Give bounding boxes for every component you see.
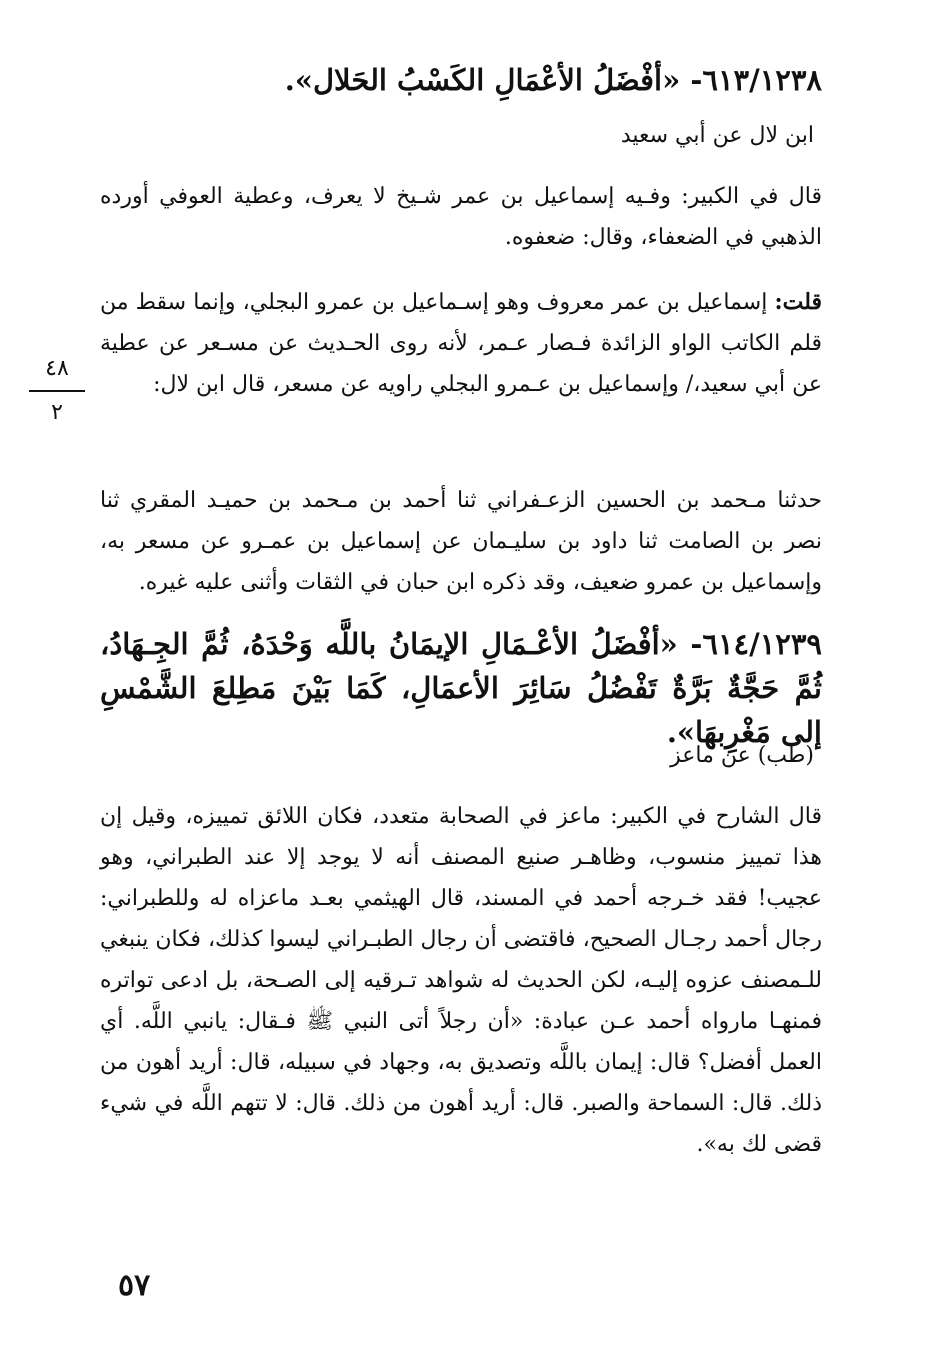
margin-ref-top: ٤٨ <box>45 356 69 381</box>
margin-ref-bottom: ٢ <box>51 400 63 425</box>
hadith-614-heading: ٦١٤/١٢٣٩- «أفْضَلُ الأعْـمَالِ الإيمَانُ باللَّه وَحْدَهُ، ثُمَّ الجِـهَادُ، ثُمَّ حَجَّةٌ بَرَّةٌ تَفْضُلُ سَائِرَ الأعمَالِ، كَمَا بَيْنَ مَطِلعَ الشَّمْسِ إلى مَغْرِبهَا». <box>100 627 822 749</box>
hadith-614-source: (طب) عن ماعز <box>670 743 814 768</box>
qult-text: إسماعيل بن عمر معروف وهو إسـماعيل بن عمرو البجلي، وإنما سقط من قلم الكاتب الواو الزائدة فـصار عـمر، لأنه روى الحـديث عن مسـعر عن عطية عن أبي سعيد،/ وإسماعيل بن عـمرو البجلي راويه عن مسعر، قال ابن لال: <box>100 290 822 397</box>
hadith-613-isnad: حدثنا مـحمد بن الحسين الزعـفراني ثنا أحمد بن مـحمد بن حميـد المقري ثنا نصر بن الصامت ثنا داود بن سليـمان عن إسماعيل بن عمـرو عن مسعر به، وإسماعيل بن عمرو ضعيف، وقد ذكره ابن حبان في الثقات وأثنى عليه غيره. <box>100 488 822 595</box>
hadith-613-source: ابن لال عن أبي سعيد <box>620 123 814 148</box>
margin-reference <box>26 352 88 430</box>
hadith-613-commentary-1: قال في الكبير: وفـيه إسماعيل بن عمر شـيخ لا يعرف، وعطية العوفي أورده الذهبي في الضعفاء، وقال: ضعفوه. <box>100 184 822 250</box>
hadith-613-heading: ٦١٣/١٢٣٨- «أفْضَلُ الأعْمَالِ الكَسْبُ الحَلال». <box>284 63 822 97</box>
page-number: ٥٧ <box>118 1268 151 1303</box>
qult-label: قلت: <box>774 289 822 315</box>
hadith-614-commentary: قال الشارح في الكبير: ماعز في الصحابة متعدد، فكان اللائق تمييزه، وقيل إن هذا تمييز منسوب، وظاهـر صنيع المصنف أنه لا يوجد إلا عند الطبراني، وهو عجيب! فقد خـرجه أحمد في المسند، قال الهيثمي بعـد ماعزاه له وللطبراني: رجال أحمد رجـال الصحيح، فاقتضى أن رجال الطبـراني ليسوا كذلك، فكان ينبغي للـمصنف عزوه إليـه، لكن الحديث له شواهد تـرقيه إلى الصـحة، بل ادعى تواتره فمنهـا مارواه أحمد عـن عبادة: «أن رجلاً أتى النبي ﷺ فـقال: يانبي اللَّه. أي العمل أفضل؟ قال: إيمان باللَّه وتصديق به، وجهاد في سبيله، قال: أريد أهون من ذلك. قال: السماحة والصبر. قال: أريد أهون من ذلك. قال: لا تتهم اللَّه في شيء قضى لك به». <box>100 804 822 1157</box>
hadith-613-commentary-2 <box>100 282 822 405</box>
margin-ref-rule <box>29 390 85 392</box>
